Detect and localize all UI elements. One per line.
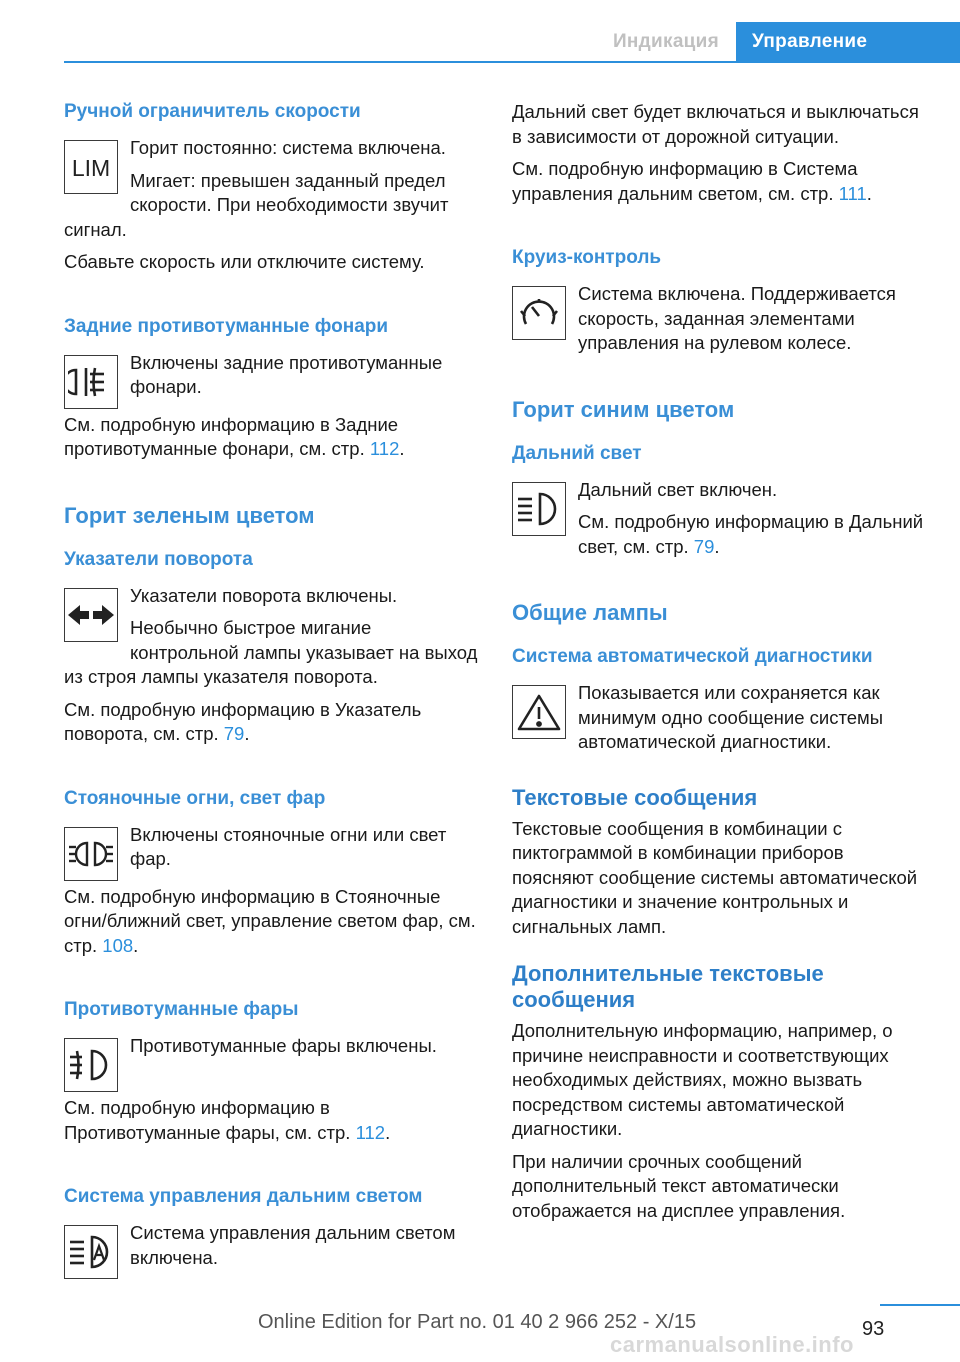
page-link[interactable]: 112 (355, 1121, 386, 1143)
section-title: Противотуманные фары (64, 999, 299, 1020)
paragraph: Противотуманные фары включены. (130, 1035, 437, 1056)
section-diagnostics (512, 645, 930, 755)
paragraph: Система управления дальним светом включена. (130, 1222, 456, 1268)
paragraph: Указатели поворота включены. (130, 584, 398, 606)
cruise-control-icon (512, 286, 566, 340)
section-title: Задние противотуманные фонари (64, 315, 389, 337)
page-number: 93 (862, 1318, 885, 1340)
section-turn-signals (64, 548, 482, 747)
paragraph: Мигает: превышен заданный предел скорости. При необходимости звучит сигнал. (64, 169, 449, 240)
parking-lights-icon (64, 827, 118, 881)
section-high-beam-assist-continued (512, 100, 930, 206)
paragraph: Включены стояночные огни или свет фар. (130, 823, 447, 869)
paragraph: Дальний свет включен. (578, 478, 778, 500)
paragraph: Сбавьте скорость или отключите систему. (64, 251, 425, 272)
tab-controls[interactable]: Управление (736, 22, 960, 62)
paragraph: См. подробную информацию в Задние противотуманные фонари, см. стр. 112. (64, 413, 405, 459)
section-text-messages (512, 785, 930, 940)
section-title: Круиз-контроль (512, 247, 662, 268)
section-extra-messages (512, 961, 930, 1223)
page-link[interactable]: 111 (838, 182, 867, 204)
section-parking-lights (64, 787, 482, 959)
section-cruise-control (512, 246, 930, 356)
group-title-green: Горит зеленым цветом (64, 502, 315, 528)
warning-triangle-icon (512, 685, 566, 739)
paragraph: Включены задние противотуманные фонари. (130, 351, 443, 397)
paragraph: См. подробную информацию в Дальний свет, см. стр. 79. (578, 511, 924, 557)
section-rear-fog (64, 315, 482, 462)
section-high-beam-assist (64, 1185, 482, 1270)
page-link[interactable]: 79 (693, 535, 715, 557)
footer-divider (880, 1304, 960, 1306)
edition-info: Online Edition for Part no. 01 40 2 966 252 - X/15 (258, 1311, 697, 1333)
group-title-general: Общие лампы (512, 600, 668, 625)
paragraph: Текстовые сообщения в комбинации с пиктограммой в комбинации приборов поясняют сообщение системы автоматической диагностики и значение контрольных и сигнальных ламп. (512, 817, 918, 937)
lim-icon (64, 140, 118, 194)
paragraph: Дополнительную информацию, например, о причине неисправности и соответствующих необходимых действиях, можно вызвать посредством системы автоматической диагностики. (512, 1020, 893, 1139)
paragraph: См. подробную информацию в Система управления дальним светом, см. стр. 111. (512, 158, 872, 204)
section-speed-limiter (64, 100, 482, 275)
section-title: Система управления дальним светом (64, 1186, 423, 1207)
page-header (0, 0, 960, 62)
paragraph: Горит постоянно: система включена. (130, 137, 446, 158)
turn-signal-icon (64, 588, 118, 642)
paragraph: См. подробную информацию в Противотуманные фары, см. стр. 112. (64, 1097, 391, 1143)
paragraph: Дальний свет будет включаться и выключаться в зависимости от дорожной ситуации. (512, 101, 919, 147)
section-front-fog (64, 998, 482, 1145)
front-fog-icon (64, 1038, 118, 1092)
section-title: Стояночные огни, свет фар (64, 787, 326, 809)
high-beam-icon (512, 482, 566, 536)
watermark: carmanualsonline.info (610, 1332, 854, 1357)
section-title: Указатели поворота (64, 548, 253, 570)
paragraph: Система включена. Поддерживается скорость, заданная элементами управления на рулевом колесе. (578, 283, 896, 353)
page-link[interactable]: 79 (223, 723, 245, 744)
paragraph: При наличии срочных сообщений дополнительный текст автоматически отображается на дисплее управления. (512, 1150, 846, 1221)
high-beam-assist-icon (64, 1225, 118, 1279)
section-high-beam (512, 442, 930, 560)
left-column (64, 100, 482, 1310)
header-divider (64, 61, 960, 63)
tab-indication[interactable]: Индикация (598, 22, 734, 62)
paragraph: См. подробную информацию в Указатель поворота, см. стр. 79. (64, 698, 422, 744)
section-title: Дополнительные текстовые сообщения (512, 961, 824, 1012)
section-title: Текстовые сообщения (512, 784, 758, 810)
paragraph: Необычно быстрое мигание контрольной лампы указывает на выход из строя лампы указателя поворота. (64, 617, 478, 687)
paragraph: Показывается или сохраняется как минимум одно сообщение системы автоматической диагностики. (578, 682, 884, 752)
group-title-blue: Горит синим цветом (512, 396, 735, 422)
section-title: Дальний свет (512, 442, 642, 464)
rear-fog-icon (64, 355, 118, 409)
paragraph: См. подробную информацию в Стояночные огни/ближний свет, управление светом фар, см. стр. 108. (64, 885, 476, 956)
page-link[interactable]: 112 (369, 438, 400, 459)
right-column (512, 100, 930, 1263)
section-title: Система автоматической диагностики (512, 646, 873, 667)
svg-text:LIM: LIM (71, 155, 111, 181)
section-title: Ручной ограничитель скорости (64, 101, 361, 122)
page-link[interactable]: 108 (102, 934, 134, 956)
